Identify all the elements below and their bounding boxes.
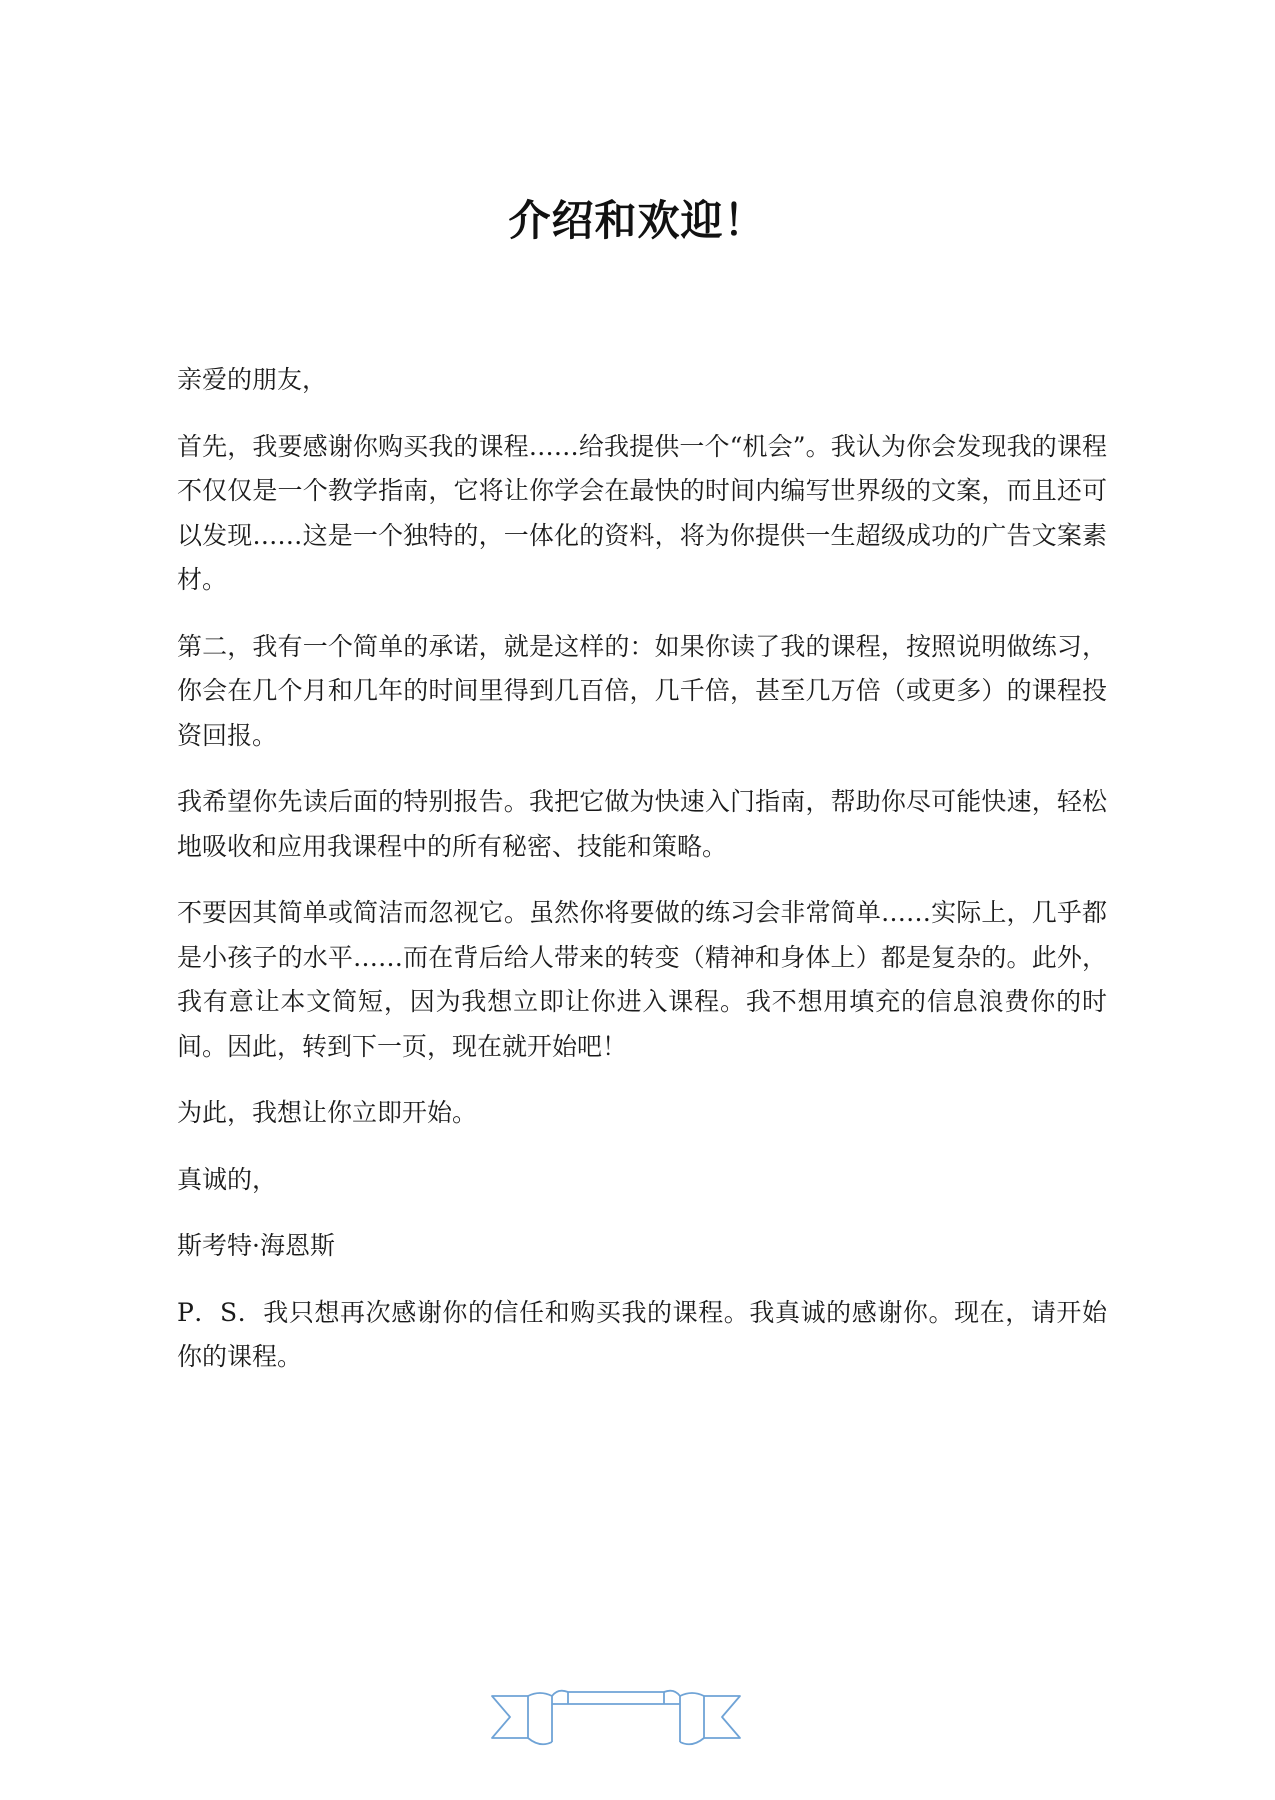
letter-body bbox=[177, 358, 1107, 1402]
paragraph-5: 为此，我想让你立即开始。 bbox=[177, 1098, 478, 1127]
signature: 斯考特·海恩斯 bbox=[177, 1231, 335, 1260]
paragraph-4: 不要因其简单或简洁而忽视它。虽然你将要做的练习会非常简单……实际上，几乎都是小孩子的水平……而在背后给人带来的转变（精神和身体上）都是复杂的。此外，我有意让本文简短，因为我想立即让你进入课程。我不想用填充的信息浪费你的时间。因此，转到下一页，现在就开始吧！ bbox=[177, 898, 1107, 1061]
greeting: 亲爱的朋友， bbox=[177, 365, 328, 394]
postscript: P．S．我只想再次感谢你的信任和购买我的课程。我真诚的感谢你。现在，请开始你的课程。 bbox=[177, 1297, 1107, 1371]
closing: 真诚的， bbox=[177, 1164, 278, 1194]
ribbon-banner-icon bbox=[488, 1682, 744, 1752]
paragraph-3: 我希望你先读后面的特别报告。我把它做为快速入门指南，帮助你尽可能快速，轻松地吸收和应用我课程中的所有秘密、技能和策略。 bbox=[177, 787, 1107, 861]
paragraph-2: 第二，我有一个简单的承诺，就是这样的：如果你读了我的课程，按照说明做练习，你会在几个月和几年的时间里得到几百倍，几千倍，甚至几万倍（或更多）的课程投资回报。 bbox=[177, 631, 1107, 750]
paragraph-1: 首先，我要感谢你购买我的课程……给我提供一个“机会”。我认为你会发现我的课程不仅仅是一个教学指南，它将让你学会在最快的时间内编写世界级的文案，而且还可以发现……这是一个独特的，一体化的资料，将为你提供一生超级成功的广告文案素材。 bbox=[177, 431, 1107, 594]
page-title: 介绍和欢迎！ bbox=[508, 196, 767, 245]
